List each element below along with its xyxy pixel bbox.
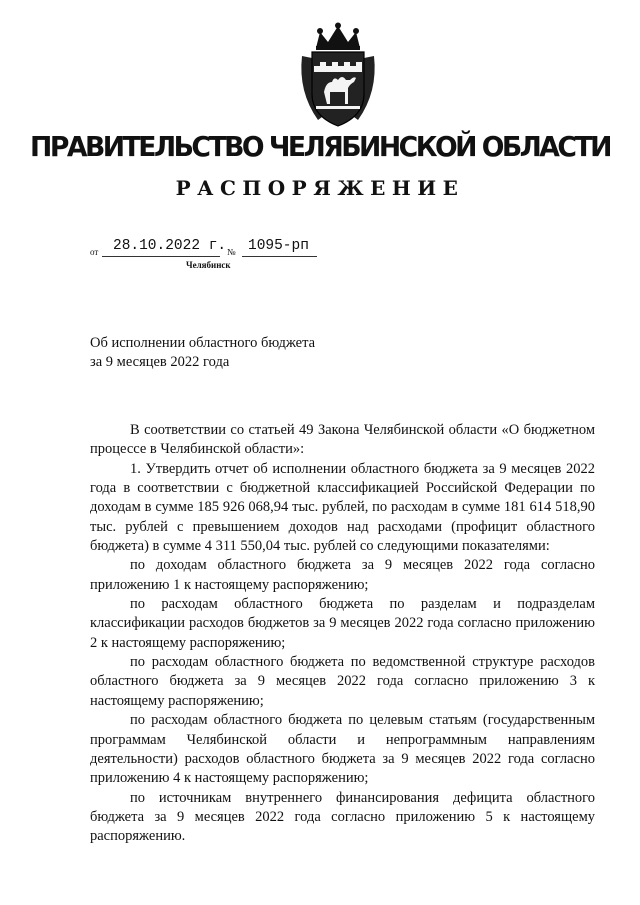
- body-paragraph: по источникам внутреннего финансирования дефицита областного бюджета за 9 месяцев 2022 года согласно приложению 5 к настоящему распоряжению.: [90, 789, 595, 845]
- subject-line-1: Об исполнении областного бюджета: [90, 335, 316, 351]
- date-underline: [102, 256, 220, 257]
- body-paragraph: по доходам областного бюджета за 9 месяцев 2022 года согласно приложению 1 к настоящему распоряжению;: [90, 557, 595, 593]
- number-underline: [242, 256, 317, 257]
- body-paragraph: по расходам областного бюджета по ведомственной структуре расходов областного бюджета за 9 месяцев 2022 года согласно приложению 3 к настоящему распоряжению;: [90, 654, 595, 709]
- body-paragraph: по расходам областного бюджета по целевым статьям (государственным программам Челябинской области и непрограммным направлениям деятельности) расходов областного бюджета за 9 месяцев 2022 года согласно приложению 4 к настоящему распоряжению;: [90, 712, 595, 787]
- document-body: [90, 421, 595, 847]
- body-paragraph: по расходам областного бюджета по разделам и подразделам классификации расходов бюджетов за 9 месяцев 2022 года согласно приложению 2 к настоящему распоряжению;: [90, 596, 595, 651]
- document-date: 28.10.2022 г.: [113, 238, 227, 254]
- document-number: 1095-рп: [248, 238, 309, 254]
- date-label: от: [90, 247, 99, 257]
- body-paragraph: 1. Утвердить отчет об исполнении областного бюджета за 9 месяцев 2022 года в соответствии с бюджетной классификацией Российской Федерации по доходам в сумме 185 926 068,94 тыс. рублей, по расходам в сумме 181 614 518,90 тыс. рублей с превышением доходов над расходами (профицит областного бюджета) в сумме 4 311 550,04 тыс. рублей со следующими показателями:: [90, 460, 595, 555]
- document-meta: [90, 238, 350, 278]
- document-city: Челябинск: [186, 260, 231, 270]
- body-paragraph: В соответствии со статьей 49 Закона Челябинской области «О бюджетном процессе в Челябинской области»:: [90, 422, 595, 458]
- document-subject: [90, 334, 390, 372]
- chelyabinsk-coat-of-arms-icon: [296, 22, 380, 130]
- document-type: РАСПОРЯЖЕНИЕ: [175, 176, 465, 200]
- government-title: ПРАВИТЕЛЬСТВО ЧЕЛЯБИНСКОЙ ОБЛАСТИ: [30, 131, 610, 163]
- subject-line-2: за 9 месяцев 2022 года: [90, 354, 230, 370]
- number-label: №: [227, 247, 236, 257]
